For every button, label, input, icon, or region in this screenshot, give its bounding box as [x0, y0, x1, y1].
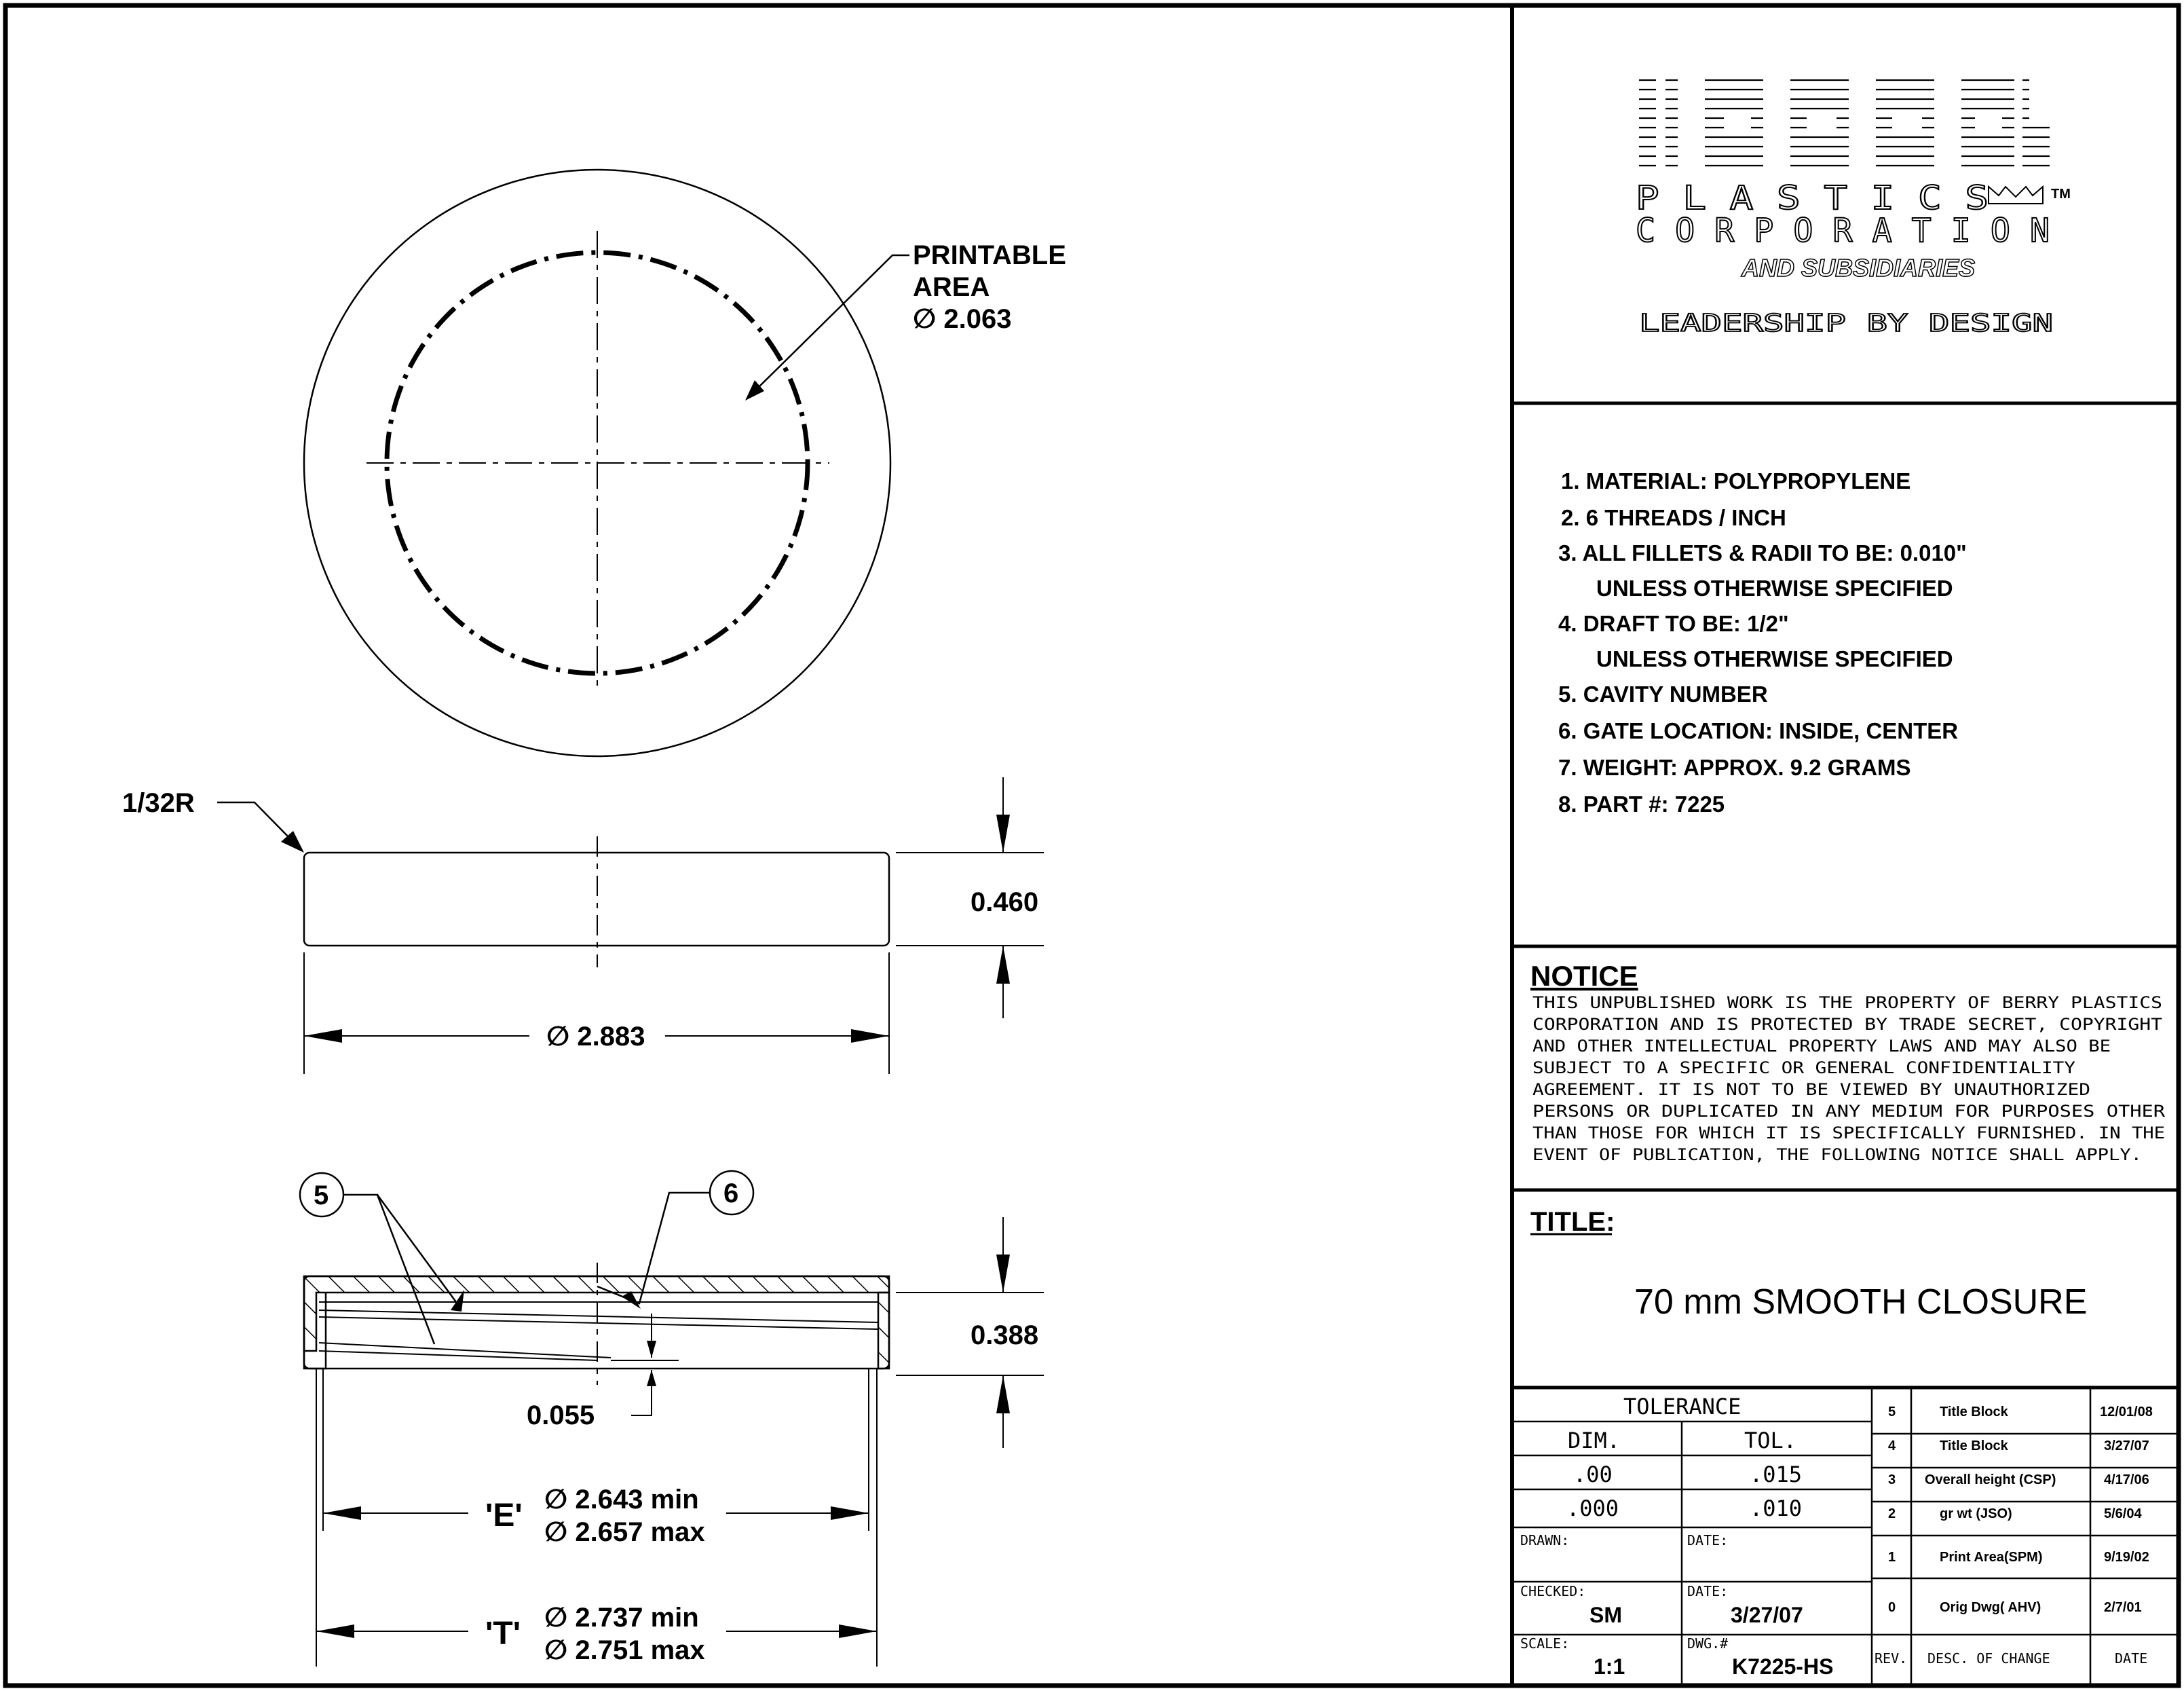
tolerance-dim-label: DIM. — [1568, 1428, 1621, 1453]
tolerance-dim-value: .00 — [1573, 1462, 1613, 1487]
callout-5-leader-a — [343, 1195, 434, 1344]
note-8: 8. PART #: 7225 — [1558, 792, 1725, 817]
logo-crown — [1989, 187, 2043, 204]
top-view — [304, 170, 1066, 756]
printable-area-leader — [755, 255, 909, 391]
printable-area-arrowhead — [745, 380, 764, 401]
rev-number: 1 — [1888, 1550, 1896, 1565]
thread-line-3 — [319, 1317, 878, 1329]
radius-label: 1/32R — [122, 788, 195, 818]
rev-number: 0 — [1888, 1600, 1896, 1615]
radius-leader — [217, 802, 293, 842]
rev-description: Print Area(SPM) — [1940, 1550, 2043, 1565]
rev-description: Title Block — [1940, 1438, 2008, 1453]
thread-depth-value: 0.055 — [527, 1400, 595, 1430]
rev-date: 2/7/01 — [2104, 1600, 2142, 1615]
notice-line: AGREEMENT. IT IS NOT TO BE VIEWED BY UNAUTHORIZED — [1532, 1080, 2090, 1099]
rev-header-rev: REV. — [1875, 1650, 1908, 1667]
notice-line: THIS UNPUBLISHED WORK IS THE PROPERTY OF BERRY PLASTICS — [1532, 993, 2162, 1012]
checked-label: CHECKED: — [1520, 1583, 1586, 1599]
note-7: 7. WEIGHT: APPROX. 9.2 GRAMS — [1558, 755, 1911, 780]
notice-line: EVENT OF PUBLICATION, THE FOLLOWING NOTICE SHALL APPLY. — [1532, 1145, 2142, 1164]
note-4: 4. DRAFT TO BE: 1/2" — [1558, 611, 1789, 636]
logo-line-1: P L A S T I C S — [1636, 179, 1989, 217]
dwg-number-label: DWG.# — [1687, 1635, 1729, 1652]
rev-date: 3/27/07 — [2104, 1438, 2149, 1453]
rev-header-desc: DESC. OF CHANGE — [1927, 1650, 2050, 1667]
side-view — [122, 777, 1044, 1074]
note-3-continued: UNLESS OTHERWISE SPECIFIED — [1596, 576, 1953, 601]
note-5: 5. CAVITY NUMBER — [1558, 682, 1768, 707]
t-min: ∅ 2.737 min — [544, 1603, 699, 1633]
note-6: 6. GATE LOCATION: INSIDE, CENTER — [1558, 718, 1959, 743]
berry-wordmark — [1639, 75, 2050, 170]
logo-tagline: LEADERSHIP BY DESIGN — [1639, 310, 2053, 337]
e-max: ∅ 2.657 max — [544, 1517, 705, 1547]
rev-number: 3 — [1888, 1472, 1896, 1487]
dia-arrow-left — [304, 1029, 342, 1043]
rev-date: 4/17/06 — [2104, 1472, 2149, 1487]
diameter-1-value: ∅ 2.883 — [546, 1022, 645, 1052]
printable-area-label-2: AREA — [913, 272, 990, 302]
callout-6-arrowhead — [622, 1291, 641, 1309]
section-view — [300, 1171, 1044, 1667]
note-3: 3. ALL FILLETS & RADII TO BE: 0.010" — [1558, 540, 1967, 565]
rev-date: 9/19/02 — [2104, 1550, 2149, 1565]
thread-depth-leader — [631, 1370, 652, 1415]
note-1: 1. MATERIAL: POLYPROPYLENE — [1561, 468, 1911, 494]
scale-value: 1:1 — [1594, 1654, 1625, 1679]
title-label: TITLE: — [1530, 1207, 1615, 1237]
t-max: ∅ 2.751 max — [544, 1635, 705, 1665]
note-2: 2. 6 THREADS / INCH — [1561, 505, 1786, 530]
rev-number: 2 — [1888, 1506, 1896, 1521]
height-2-arrow-up — [996, 1375, 1010, 1413]
height-1-value: 0.460 — [971, 887, 1039, 917]
rev-description: Overall height (CSP) — [1925, 1472, 2056, 1487]
t-arrow-left — [316, 1624, 354, 1638]
notice-heading: NOTICE — [1530, 960, 1638, 992]
t-label: 'T' — [485, 1616, 521, 1652]
tolerance-dim-value: .000 — [1566, 1495, 1619, 1521]
rev-number: 5 — [1888, 1405, 1896, 1419]
thread-line-2 — [319, 1310, 878, 1322]
section-right-wall — [878, 1293, 889, 1369]
notice-line: PERSONS OR DUPLICATED IN ANY MEDIUM FOR PURPOSES OTHER — [1532, 1102, 2166, 1121]
dwg-number-value: K7225-HS — [1732, 1654, 1834, 1679]
notice-line: AND OTHER INTELLECTUAL PROPERTY LAWS AND MAY ALSO BE — [1532, 1037, 2111, 1056]
checked-value: SM — [1589, 1603, 1622, 1627]
e-arrow-right — [831, 1506, 869, 1520]
notice-line: SUBJECT TO A SPECIFIC OR GENERAL CONFIDENTIALITY — [1532, 1058, 2076, 1077]
drawn-label: DRAWN: — [1520, 1532, 1570, 1548]
tolerance-tol-value: .015 — [1750, 1462, 1803, 1487]
tolerance-tol-value: .010 — [1750, 1495, 1803, 1521]
title-section — [1530, 1207, 2087, 1322]
callout-5-number: 5 — [314, 1181, 329, 1210]
rev-date: 5/6/04 — [2104, 1506, 2142, 1521]
rev-number: 4 — [1888, 1438, 1896, 1453]
printable-area-diameter: ∅ 2.063 — [913, 304, 1012, 334]
scale-label: SCALE: — [1520, 1635, 1570, 1652]
height-arrow-up — [996, 946, 1010, 984]
rev-date: 12/01/08 — [2100, 1405, 2153, 1419]
rev-header-date: DATE — [2115, 1650, 2148, 1667]
tolerance-header: TOLERANCE — [1623, 1394, 1741, 1419]
note-4-continued: UNLESS OTHERWISE SPECIFIED — [1596, 646, 1953, 671]
tolerance-tol-label: TOL. — [1744, 1428, 1797, 1453]
thread-line-5 — [319, 1351, 597, 1360]
drawn-date-label: DATE: — [1687, 1532, 1729, 1548]
checked-date-value: 3/27/07 — [1731, 1603, 1803, 1627]
notice-line: CORPORATION AND IS PROTECTED BY TRADE SECRET, COPYRIGHT — [1532, 1015, 2162, 1034]
logo-subsidiaries: AND SUBSIDIARIES — [1741, 254, 1976, 282]
thread-depth-arrow-down — [647, 1341, 656, 1358]
dia-arrow-right — [851, 1029, 889, 1043]
company-logo — [1636, 75, 2071, 337]
e-min: ∅ 2.643 min — [544, 1485, 699, 1515]
rev-description: Orig Dwg( AHV) — [1940, 1600, 2041, 1615]
approval-fields — [1520, 1532, 1833, 1679]
drawing-title: 70 mm SMOOTH CLOSURE — [1634, 1282, 2088, 1322]
thread-depth-arrow-up — [647, 1370, 656, 1386]
logo-tm: TM — [2051, 187, 2071, 202]
tolerance-table — [1566, 1394, 1802, 1521]
notice-block — [1530, 960, 2166, 1164]
height-2-value: 0.388 — [971, 1320, 1039, 1350]
radius-arrowhead — [281, 831, 304, 853]
e-arrow-left — [323, 1506, 361, 1520]
height-arrow-down — [996, 815, 1010, 853]
checked-date-label: DATE: — [1687, 1583, 1729, 1599]
general-notes — [1558, 468, 1967, 817]
logo-line-2: C O R P O R A T I O N — [1636, 212, 2050, 250]
height-2-arrow-down — [996, 1255, 1010, 1293]
t-arrow-right — [839, 1624, 877, 1638]
printable-area-label-1: PRINTABLE — [913, 240, 1066, 270]
notice-line: THAN THOSE FOR WHICH IT IS SPECIFICALLY FURNISHED. IN THE — [1532, 1123, 2165, 1142]
e-label: 'E' — [485, 1498, 523, 1534]
rev-description: gr wt (JSO) — [1940, 1506, 2012, 1521]
callout-6-number: 6 — [723, 1178, 739, 1208]
rev-description: Title Block — [1940, 1405, 2008, 1419]
